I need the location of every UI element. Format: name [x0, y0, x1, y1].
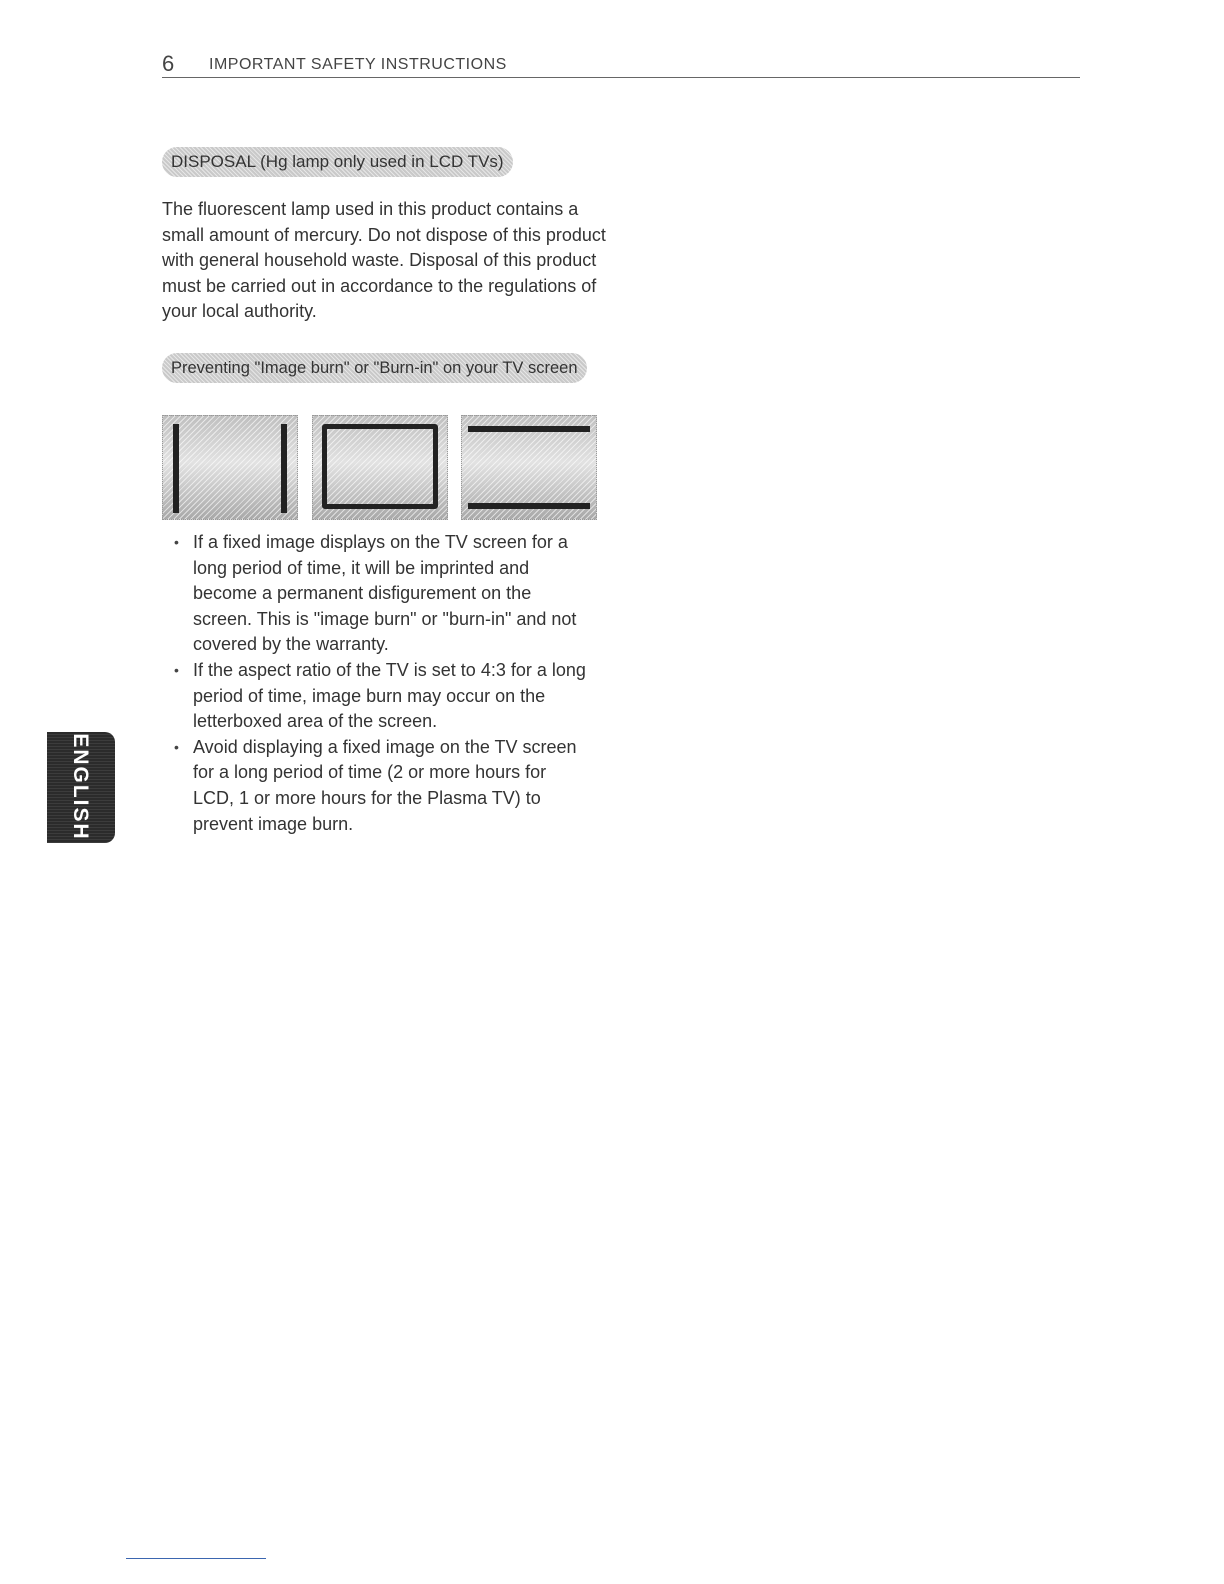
- burn-in-bullet-list: [172, 530, 592, 837]
- list-item-text: Avoid displaying a fixed image on the TV screen for a long period of time (2 or more hours for LCD, 1 or more hours for the Plasma TV) to prevent image burn.: [193, 736, 577, 834]
- burn-in-heading: Preventing "Image burn" or "Burn-in" on your TV screen: [162, 353, 587, 383]
- bottom-black-bar: [468, 503, 590, 509]
- right-black-bar: [281, 424, 287, 513]
- footer-line: [126, 1558, 266, 1559]
- tv-letterbox-figure: [461, 415, 597, 520]
- page-number: 6: [162, 51, 175, 76]
- tv-windowbox-figure: [312, 415, 448, 520]
- list-item-text: If the aspect ratio of the TV is set to 4:3 for a long period of time, image burn may occur on the letterboxed area of the screen.: [193, 659, 586, 732]
- running-title: IMPORTANT SAFETY INSTRUCTIONS: [209, 56, 507, 73]
- list-item: [172, 658, 592, 735]
- list-item: [172, 735, 592, 837]
- disposal-heading: DISPOSAL (Hg lamp only used in LCD TVs): [162, 147, 513, 177]
- list-item-text: If a fixed image displays on the TV screen for a long period of time, it will be imprinted and become a permanent disfigurement on the screen. This is "image burn" or "burn-in" and not covered by the warranty.: [193, 532, 577, 655]
- language-side-tab-label: ENGLISH: [69, 733, 92, 841]
- disposal-paragraph: The fluorescent lamp used in this product contains a small amount of mercury. Do not dispose of this product with general household waste. Disposal of this product must be carried out in accordance to the regulations of your local authority.: [162, 199, 606, 322]
- border-frame: [322, 424, 438, 509]
- bullet-dot: •: [174, 661, 179, 678]
- header-rule: [162, 77, 1080, 78]
- left-black-bar: [173, 424, 179, 513]
- bullet-dot: •: [174, 534, 179, 550]
- top-black-bar: [468, 426, 590, 432]
- tv-pillarbox-figure: [162, 415, 298, 520]
- bullet-dot: •: [174, 738, 179, 755]
- list-item: [172, 530, 592, 658]
